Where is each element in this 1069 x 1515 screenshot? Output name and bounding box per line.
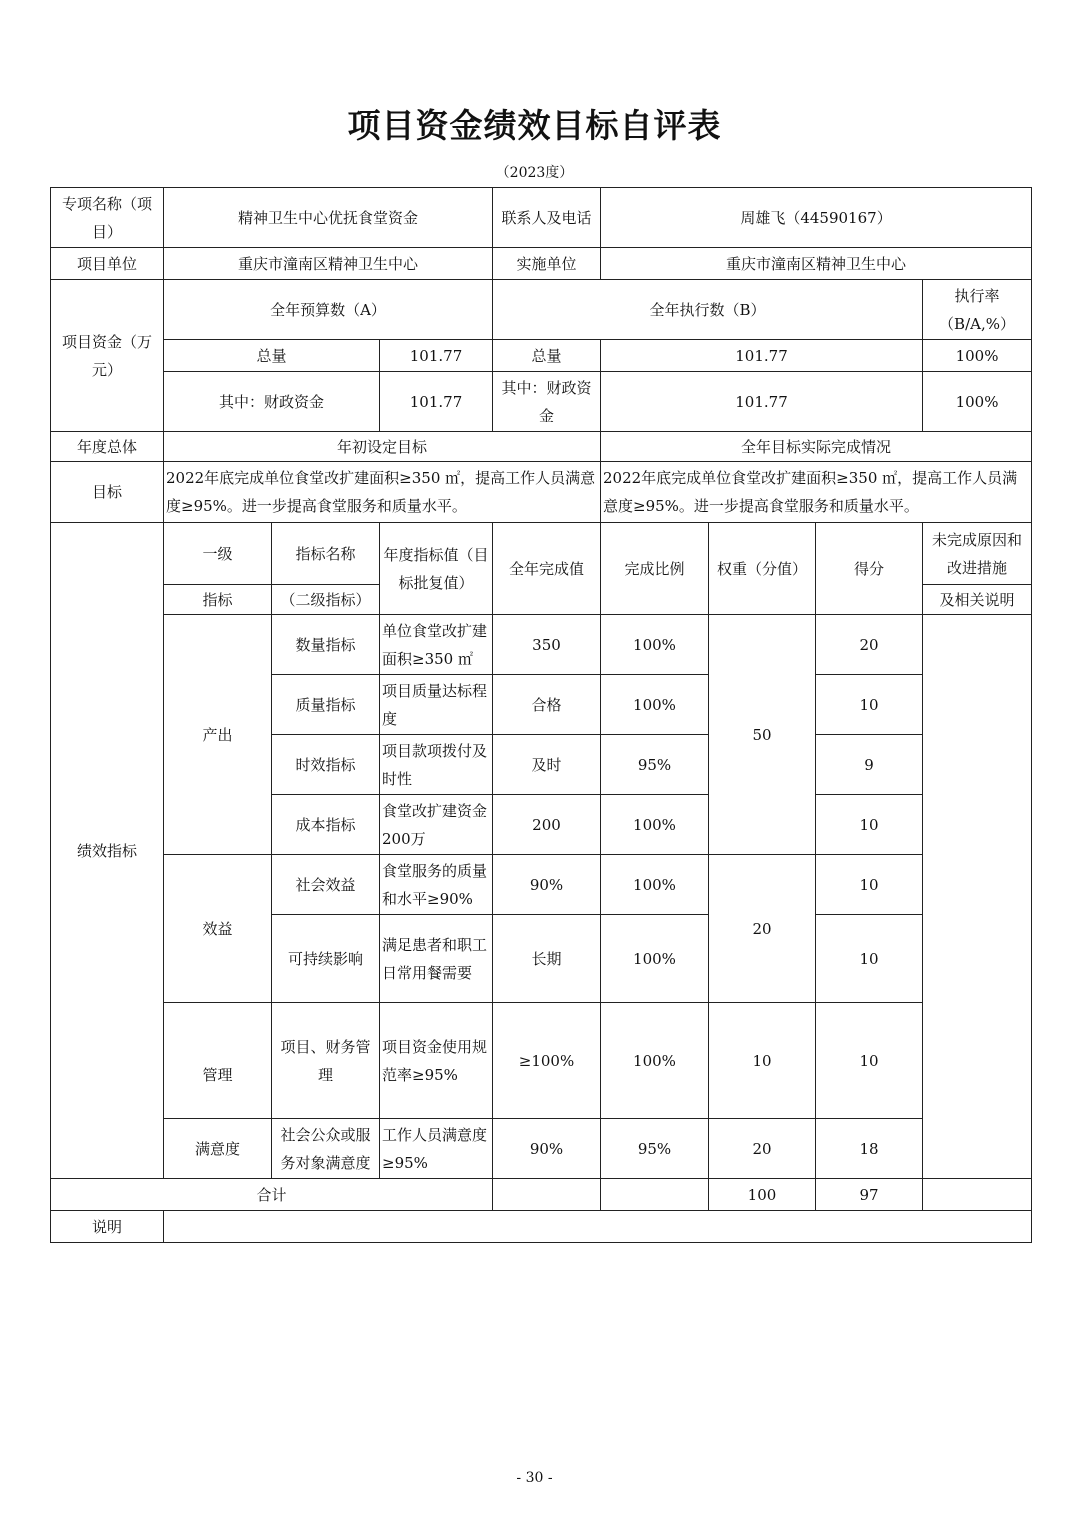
- fiscal-budget: 101.77: [380, 372, 493, 432]
- label-funds: 项目资金（万元）: [51, 280, 164, 432]
- indicator-name: 社会公众或服务对象满意度: [272, 1119, 380, 1179]
- indicator-ratio: 95%: [601, 1119, 709, 1179]
- indicator-target: 项目质量达标程度: [380, 675, 493, 735]
- goal-set-header: 年初设定目标: [164, 432, 601, 462]
- indicator-name: 时效指标: [272, 735, 380, 795]
- total-ratio: [601, 1179, 709, 1211]
- reason-cell: [923, 615, 1032, 1179]
- indicator-target: 项目资金使用规范率≥95%: [380, 1003, 493, 1119]
- level1: 产出: [164, 615, 272, 855]
- fiscal-label-exec: 其中：财政资金: [493, 372, 601, 432]
- level1: 效益: [164, 855, 272, 1003]
- indicator-score: 9: [816, 735, 923, 795]
- rate-header: 执行率（B/A,%）: [923, 280, 1032, 340]
- total-budget: 101.77: [380, 340, 493, 372]
- goal-set-text: 2022年底完成单位食堂改扩建面积≥350 ㎡，提高工作人员满意度≥95%。进一步提高食堂服务和质量水平。: [164, 462, 601, 523]
- indicator-name: 数量指标: [272, 615, 380, 675]
- indicator-target: 满足患者和职工日常用餐需要: [380, 915, 493, 1003]
- h-done: 全年完成值: [493, 523, 601, 615]
- project-unit: 重庆市潼南区精神卫生中心: [164, 248, 493, 280]
- indicator-target: 项目款项拨付及时性: [380, 735, 493, 795]
- indicator-target: 单位食堂改扩建面积≥350 ㎡: [380, 615, 493, 675]
- indicator-ratio: 100%: [601, 1003, 709, 1119]
- year-subtitle: （2023度）: [495, 165, 574, 181]
- indicator-target: 工作人员满意度≥95%: [380, 1119, 493, 1179]
- indicator-weight: 20: [709, 855, 816, 1003]
- label-impl: 实施单位: [493, 248, 601, 280]
- label-unit: 项目单位: [51, 248, 164, 280]
- h-ratio: 完成比例: [601, 523, 709, 615]
- evaluation-table: [50, 187, 1032, 1243]
- h-reason-b: 及相关说明: [923, 585, 1032, 615]
- indicator-ratio: 95%: [601, 735, 709, 795]
- total-exec: 101.77: [601, 340, 923, 372]
- project-name: 精神卫生中心优抚食堂资金: [164, 188, 493, 248]
- h-reason: 未完成原因和改进措施: [923, 523, 1032, 585]
- indicator-score: 20: [816, 615, 923, 675]
- total-reason: [923, 1179, 1032, 1211]
- h-target: 年度指标值（目标批复值）: [380, 523, 493, 615]
- table-row: [51, 855, 1032, 915]
- indicator-weight: 10: [709, 1003, 816, 1119]
- indicator-done: 90%: [493, 855, 601, 915]
- indicator-weight: 50: [709, 615, 816, 855]
- h-weight: 权重（分值）: [709, 523, 816, 615]
- budget-header: 全年预算数（A）: [164, 280, 493, 340]
- exec-header: 全年执行数（B）: [493, 280, 923, 340]
- h-level1-b: 指标: [164, 585, 272, 615]
- indicator-target: 食堂改扩建资金200万: [380, 795, 493, 855]
- indicator-score: 10: [816, 1003, 923, 1119]
- h-score: 得分: [816, 523, 923, 615]
- note-content: [164, 1211, 1032, 1243]
- indicator-done: 350: [493, 615, 601, 675]
- label-goal-1: 年度总体: [51, 432, 164, 462]
- total-done: [493, 1179, 601, 1211]
- indicator-score: 10: [816, 915, 923, 1003]
- total-weight: 100: [709, 1179, 816, 1211]
- total-label: 总量: [164, 340, 380, 372]
- total-row-label: 合计: [51, 1179, 493, 1211]
- indicator-done: 200: [493, 795, 601, 855]
- indicator-done: 长期: [493, 915, 601, 1003]
- indicator-score: 10: [816, 675, 923, 735]
- h-name: 指标名称: [272, 523, 380, 585]
- level1: 管理: [164, 1003, 272, 1119]
- label-goal-2: 目标: [51, 462, 164, 523]
- indicator-name: 社会效益: [272, 855, 380, 915]
- indicator-ratio: 100%: [601, 675, 709, 735]
- fiscal-rate: 100%: [923, 372, 1032, 432]
- indicator-ratio: 100%: [601, 915, 709, 1003]
- indicator-done: 及时: [493, 735, 601, 795]
- h-name-b: （二级指标）: [272, 585, 380, 615]
- total-label-exec: 总量: [493, 340, 601, 372]
- contact: 周雄飞（44590167）: [601, 188, 1032, 248]
- page-number: - 30 -: [516, 1470, 553, 1486]
- indicator-name: 成本指标: [272, 795, 380, 855]
- fiscal-exec: 101.77: [601, 372, 923, 432]
- total-score: 97: [816, 1179, 923, 1211]
- table-row: [51, 1003, 1032, 1119]
- label-contact: 联系人及电话: [493, 188, 601, 248]
- page-title: 项目资金绩效目标自评表: [347, 106, 722, 145]
- indicator-name: 项目、财务管理: [272, 1003, 380, 1119]
- indicator-score: 18: [816, 1119, 923, 1179]
- indicator-done: 90%: [493, 1119, 601, 1179]
- indicator-score: 10: [816, 855, 923, 915]
- indicator-score: 10: [816, 795, 923, 855]
- goal-actual-header: 全年目标实际完成情况: [601, 432, 1032, 462]
- fiscal-label: 其中：财政资金: [164, 372, 380, 432]
- h-level1: 一级: [164, 523, 272, 585]
- indicator-done: ≥100%: [493, 1003, 601, 1119]
- indicator-ratio: 100%: [601, 855, 709, 915]
- table-row: [51, 615, 1032, 675]
- indicator-ratio: 100%: [601, 795, 709, 855]
- impl-unit: 重庆市潼南区精神卫生中心: [601, 248, 1032, 280]
- indicator-name: 可持续影响: [272, 915, 380, 1003]
- label-performance: 绩效指标: [51, 523, 164, 1179]
- label-project-name: 专项名称（项目）: [51, 188, 164, 248]
- indicator-ratio: 100%: [601, 615, 709, 675]
- goal-actual-text: 2022年底完成单位食堂改扩建面积≥350 ㎡，提高工作人员满意度≥95%。进一步提高食堂服务和质量水平。: [601, 462, 1032, 523]
- table-row: [51, 1119, 1032, 1179]
- indicator-target: 食堂服务的质量和水平≥90%: [380, 855, 493, 915]
- indicator-name: 质量指标: [272, 675, 380, 735]
- level1: 满意度: [164, 1119, 272, 1179]
- indicator-weight: 20: [709, 1119, 816, 1179]
- indicator-done: 合格: [493, 675, 601, 735]
- total-rate: 100%: [923, 340, 1032, 372]
- note-label: 说明: [51, 1211, 164, 1243]
